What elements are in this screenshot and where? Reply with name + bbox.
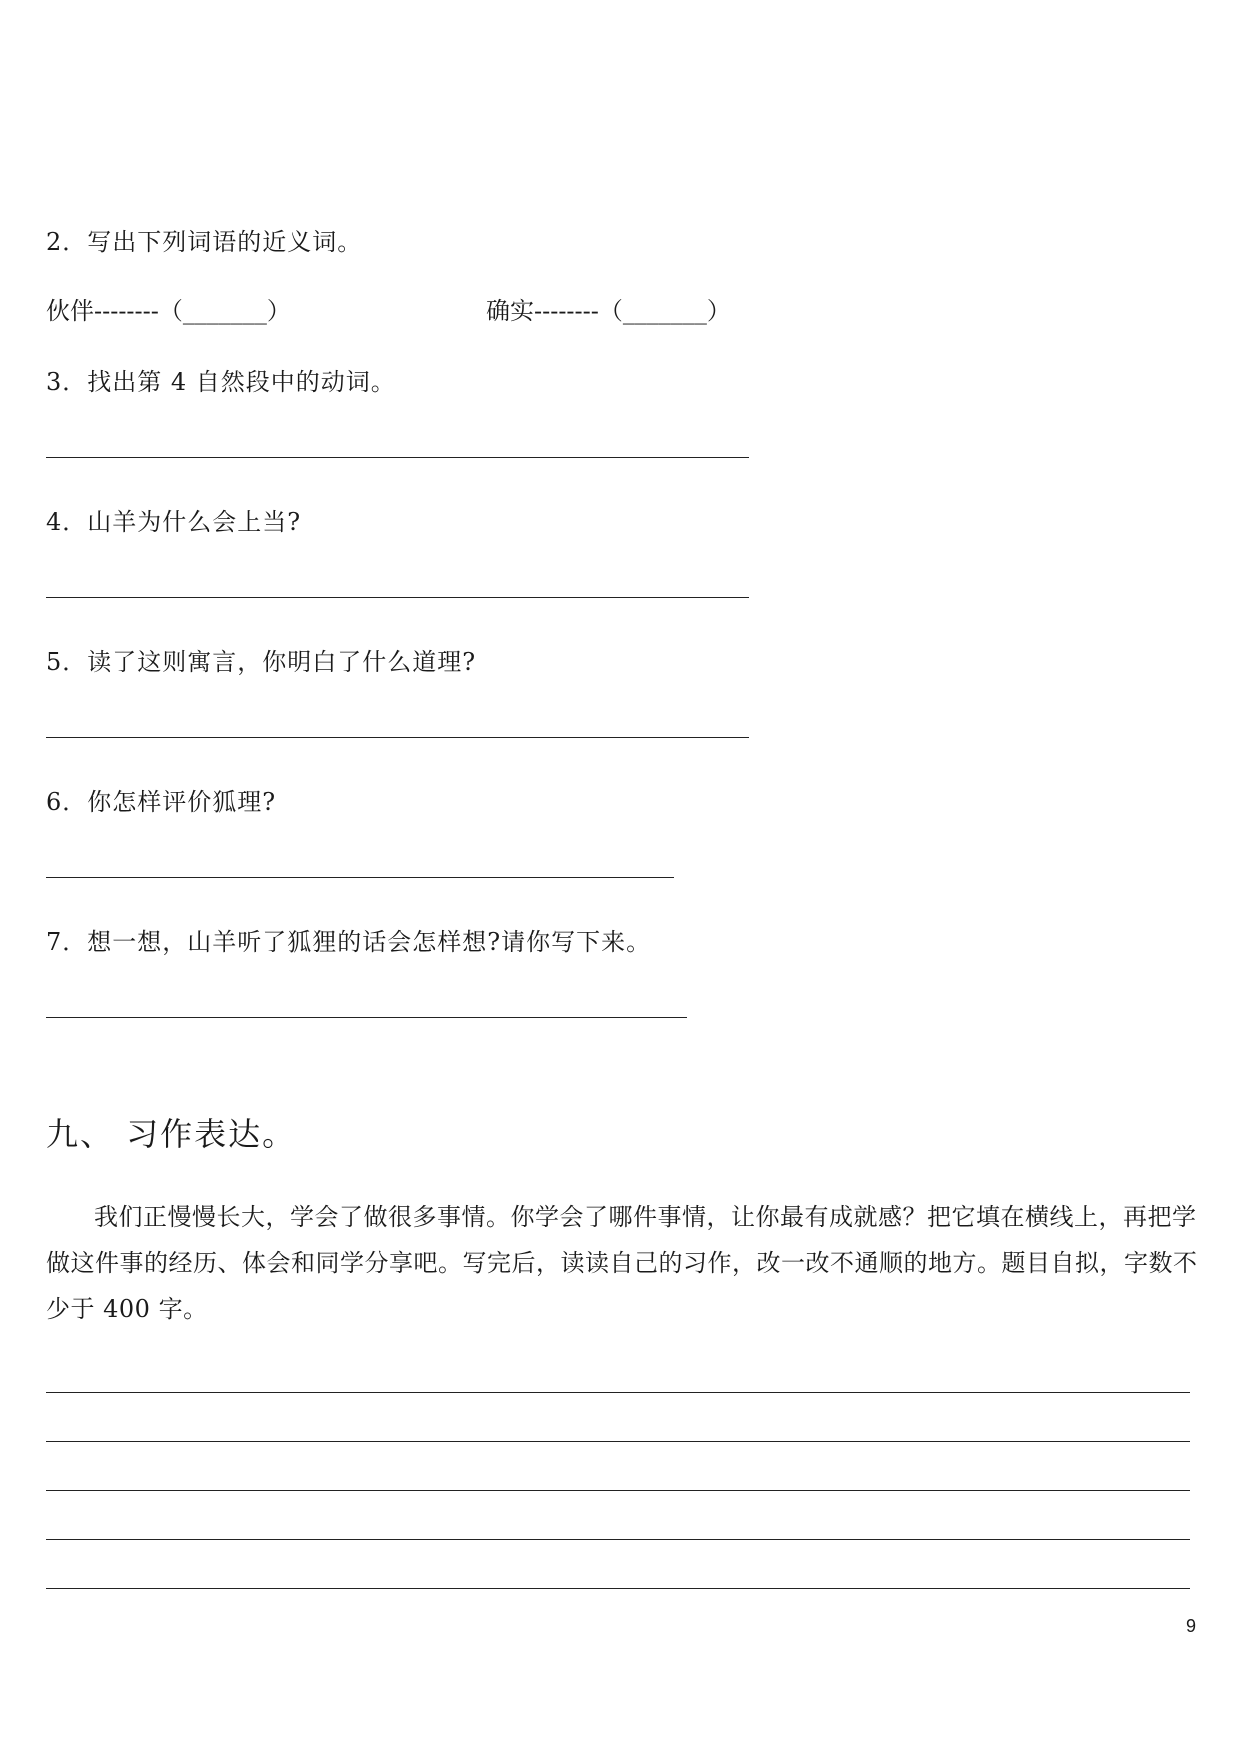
answer-line-q3[interactable]	[46, 457, 749, 458]
question-3-title: 3．找出第 4 自然段中的动词。	[46, 368, 396, 396]
question-5-title: 5．读了这则寓言，你明白了什么道理?	[46, 648, 477, 676]
answer-line-q5[interactable]	[46, 737, 749, 738]
synonym-item-huoban: 伙伴--------（_______）	[46, 297, 291, 325]
answer-line-q7[interactable]	[46, 1017, 687, 1018]
answer-line-q6[interactable]	[46, 877, 674, 878]
question-6-title: 6．你怎样评价狐理?	[46, 788, 277, 816]
question-7-title: 7．想一想，山羊听了狐狸的话会怎样想?请你写下来。	[46, 928, 652, 956]
composition-line-4[interactable]	[46, 1539, 1190, 1540]
composition-line-1[interactable]	[46, 1392, 1190, 1393]
composition-line-2[interactable]	[46, 1441, 1190, 1442]
section-9-prompt: 我们正慢慢长大，学会了做很多事情。你学会了哪件事情，让你最有成就感？把它填在横线上，再把学做这件事的经历、体会和同学分享吧。写完后，读读自己的习作，改一改不通顺的地方。题目自拟，字数不少于 400 字。	[46, 1203, 1198, 1323]
composition-line-5[interactable]	[46, 1588, 1190, 1589]
question-4-title: 4．山羊为什么会上当?	[46, 508, 302, 536]
synonym-item-queshi: 确实--------（_______）	[486, 297, 731, 325]
section-9-title: 九、 习作表达。	[46, 1115, 297, 1153]
composition-line-3[interactable]	[46, 1490, 1190, 1491]
answer-line-q4[interactable]	[46, 597, 749, 598]
page-number: 9	[1186, 1616, 1197, 1636]
question-2-title: 2．写出下列词语的近义词。	[46, 228, 363, 256]
